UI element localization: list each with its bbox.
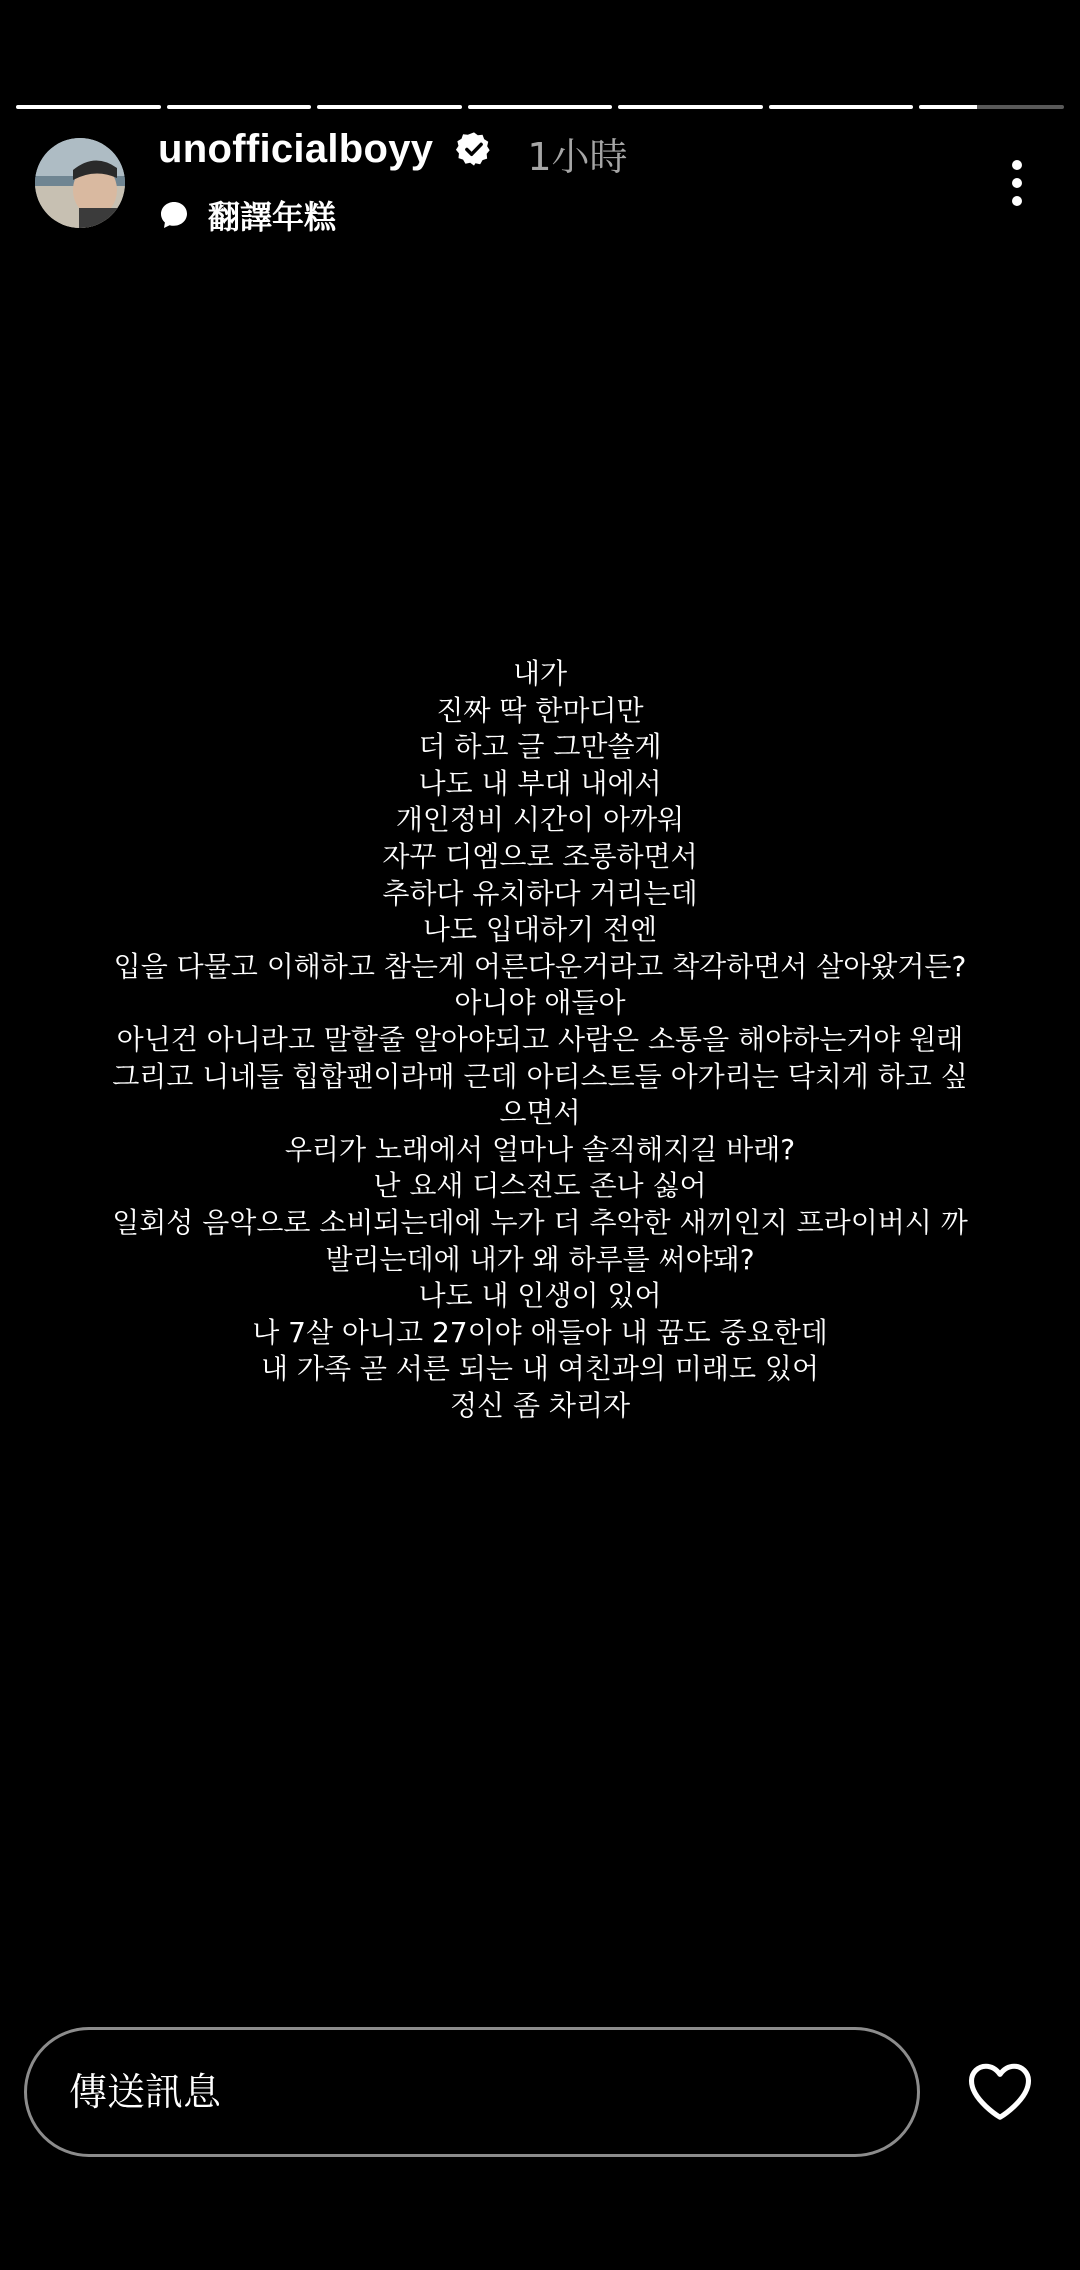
story-text-line: 진짜 딱 한마디만 xyxy=(436,693,644,727)
story-text-block xyxy=(80,656,1000,1424)
progress-segment xyxy=(919,105,1064,109)
story-text-line: 자꾸 디엠으로 조롱하면서 xyxy=(382,839,698,873)
story-text-line: 입을 다물고 이해하고 참는게 어른다운거라고 착각하면서 살아왔거든? xyxy=(113,949,967,983)
progress-segment-fill xyxy=(618,105,763,109)
story-text-line: 으면서 xyxy=(499,1096,581,1130)
speech-bubble-icon xyxy=(158,199,190,231)
story-text-line: 우리가 노래에서 얼마나 솔직해지길 바래? xyxy=(284,1132,796,1166)
progress-segment-fill xyxy=(468,105,613,109)
username-row xyxy=(158,120,628,178)
post-timestamp: 1小時 xyxy=(527,134,628,179)
story-text-line: 아닌건 아니라고 말할줄 알아야되고 사람은 소통을 해야하는거야 원래 xyxy=(116,1022,964,1056)
story-text-line: 추하다 유치하다 거리는데 xyxy=(382,876,698,910)
more-vertical-icon[interactable] xyxy=(1010,158,1024,208)
progress-segment xyxy=(618,105,763,109)
message-composer xyxy=(0,2025,1080,2165)
like-button[interactable] xyxy=(964,2055,1036,2127)
audio-attribution[interactable] xyxy=(158,192,336,238)
story-text-line: 내 가족 곧 서른 되는 내 여친과의 미래도 있어 xyxy=(260,1352,820,1386)
heart-icon xyxy=(964,2055,1036,2127)
story-text-line: 아니야 애들아 xyxy=(454,986,626,1020)
avatar-photo-icon xyxy=(35,138,125,228)
story-text-line: 나도 내 인생이 있어 xyxy=(418,1279,662,1313)
story-text-line: 더 하고 글 그만쓸게 xyxy=(418,730,662,764)
progress-segment xyxy=(317,105,462,109)
progress-segment xyxy=(16,105,161,109)
story-text-line: 난 요새 디스전도 존나 싫어 xyxy=(373,1169,707,1203)
story-text-line: 그리고 니네들 힙합팬이라매 근데 아티스트들 아가리는 닥치게 하고 싶 xyxy=(112,1059,968,1093)
verified-badge-icon xyxy=(455,130,493,168)
story-text-line: 일회성 음악으로 소비되는데에 누가 더 추악한 새끼인지 프라이버시 까 xyxy=(112,1205,968,1239)
story-text-line: 정신 좀 차리자 xyxy=(449,1388,631,1422)
audio-label: 翻譯年糕 xyxy=(208,198,337,236)
story-progress-bar xyxy=(16,105,1064,109)
story-header xyxy=(0,120,1080,250)
progress-segment-fill xyxy=(919,105,977,109)
story-text-line: 개인정비 시간이 아까워 xyxy=(395,803,685,837)
story-text-line: 나도 내 부대 내에서 xyxy=(418,766,662,800)
progress-segment xyxy=(167,105,312,109)
story-text-line: 발리는데에 내가 왜 하루를 써야돼? xyxy=(325,1242,755,1276)
message-input[interactable] xyxy=(24,2027,920,2157)
progress-segment-fill xyxy=(769,105,914,109)
progress-segment xyxy=(769,105,914,109)
progress-segment-fill xyxy=(167,105,312,109)
story-text-line: 나 7살 아니고 27이야 애들아 내 꿈도 중요한데 xyxy=(252,1315,828,1349)
story-text-line: 내가 xyxy=(512,657,568,690)
story-text-line: 나도 입대하기 전엔 xyxy=(422,913,658,947)
progress-segment-fill xyxy=(317,105,462,109)
progress-segment xyxy=(468,105,613,109)
avatar[interactable] xyxy=(35,138,125,228)
username[interactable]: unofficialboyy xyxy=(158,126,434,171)
progress-segment-fill xyxy=(16,105,161,109)
